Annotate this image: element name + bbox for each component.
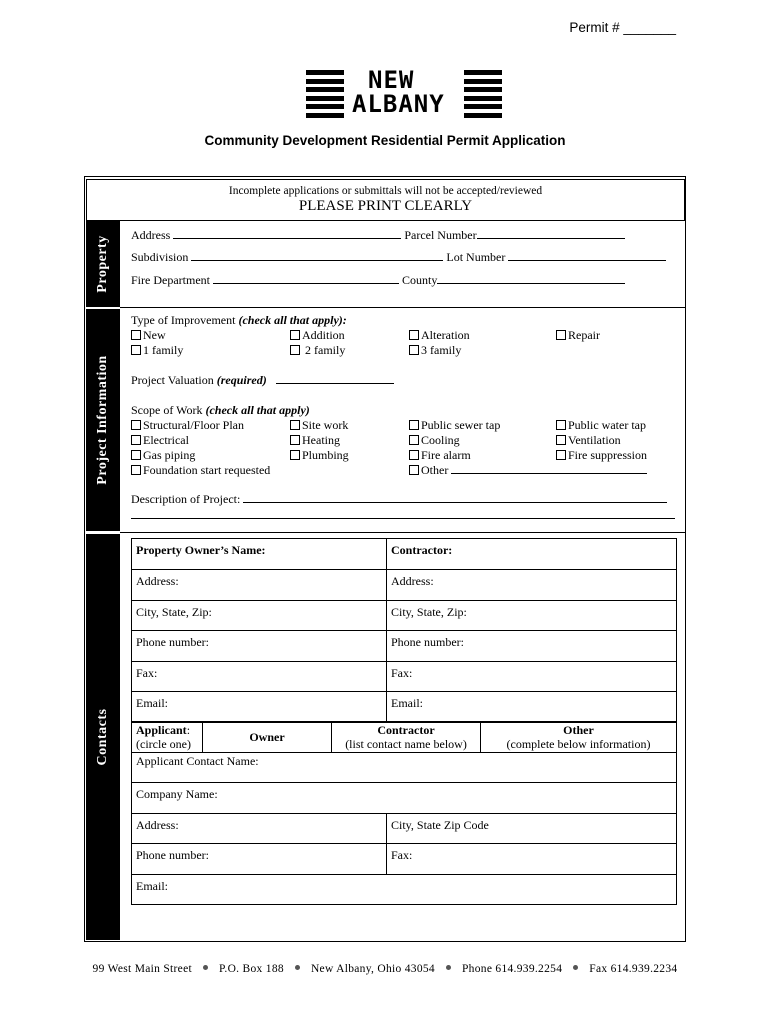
owner-phone-cell[interactable]: Phone number: — [132, 631, 387, 662]
checkbox-fire-alarm[interactable] — [409, 448, 471, 463]
parcel-line[interactable] — [477, 228, 625, 239]
checkbox-icon — [131, 420, 141, 430]
notice-line-2: PLEASE PRINT CLEARLY — [298, 198, 473, 214]
applicant-table — [131, 721, 677, 753]
checkbox-icon — [409, 330, 419, 340]
sidebar-property-label: Property — [95, 235, 110, 293]
type-label: Type of Improvement — [131, 313, 236, 327]
checkbox-2-family[interactable] — [290, 343, 345, 358]
checkbox-icon — [409, 345, 419, 355]
checkbox-label: Electrical — [143, 433, 189, 447]
checkbox-icon — [290, 420, 300, 430]
checkbox-new[interactable] — [131, 328, 166, 343]
footer-po-box: P.O. Box 188 — [218, 963, 284, 975]
checkbox-label: Other — [421, 463, 449, 477]
checkbox-fire-suppression[interactable] — [556, 448, 647, 463]
type-of-improvement-heading — [131, 313, 347, 328]
divider-project — [120, 532, 685, 533]
logo-word-albany: ALBANY — [352, 90, 445, 118]
checkbox-label: Cooling — [421, 433, 460, 447]
checkbox-label: Fire suppression — [568, 448, 647, 462]
notice-box — [86, 179, 685, 221]
checkbox-icon — [290, 435, 300, 445]
footer-street: 99 West Main Street — [92, 963, 192, 975]
owner-fax-cell[interactable]: Fax: — [132, 662, 387, 692]
applicant-contact-name-cell[interactable]: Applicant Contact Name: — [132, 753, 677, 783]
checkbox-icon — [409, 435, 419, 445]
checkbox-icon — [409, 465, 419, 475]
owner-city-cell[interactable]: City, State, Zip: — [132, 601, 387, 631]
checkbox-icon — [556, 420, 566, 430]
contractor-option-note: (list contact name below) — [345, 737, 467, 751]
lot-label: Lot Number — [446, 250, 506, 264]
bullet-icon — [203, 965, 208, 970]
checkbox-public-sewer[interactable] — [409, 418, 500, 433]
sidebar-project — [86, 309, 120, 531]
checkbox-label: 1 family — [143, 343, 184, 357]
applicant-option-owner[interactable]: Owner — [203, 722, 332, 753]
applicant-phone-cell[interactable]: Phone number: — [132, 844, 387, 875]
sidebar-property — [86, 221, 120, 307]
checkbox-label: Ventilation — [568, 433, 621, 447]
form-title: Community Development Residential Permit Application — [204, 133, 566, 148]
footer-phone: Phone 614.939.2254 — [461, 963, 563, 975]
checkbox-label: Fire alarm — [421, 448, 471, 462]
checkbox-label: 2 family — [302, 343, 346, 357]
checkbox-icon — [290, 330, 300, 340]
owner-address-cell[interactable]: Address: — [132, 570, 387, 601]
checkbox-icon — [131, 465, 141, 475]
checkbox-cooling[interactable] — [409, 433, 460, 448]
checkbox-heating[interactable] — [290, 433, 340, 448]
applicant-option-contractor[interactable] — [332, 722, 481, 753]
checkbox-foundation[interactable] — [131, 463, 270, 478]
other-option-label: Other — [563, 723, 594, 737]
checkbox-1-family[interactable] — [131, 343, 183, 358]
lot-line[interactable] — [508, 250, 666, 261]
description-label: Description of Project: — [131, 492, 241, 506]
project-valuation-field[interactable] — [131, 373, 394, 388]
address-label: Address — [131, 228, 171, 242]
checkbox-label: Alteration — [421, 328, 470, 342]
bullet-icon — [295, 965, 300, 970]
checkbox-label: Addition — [302, 328, 345, 342]
scope-label: Scope of Work — [131, 403, 203, 417]
fire-department-field[interactable] — [131, 273, 625, 288]
checkbox-label: Foundation start requested — [143, 463, 271, 477]
valuation-label: Project Valuation — [131, 373, 214, 387]
divider-property — [120, 307, 685, 308]
checkbox-icon — [131, 345, 141, 355]
contractor-address-cell[interactable]: Address: — [387, 570, 677, 601]
checkbox-icon — [409, 420, 419, 430]
checkbox-public-water[interactable] — [556, 418, 646, 433]
other-option-note: (complete below information) — [506, 737, 651, 751]
checkbox-label: Heating — [302, 433, 340, 447]
owner-name-cell[interactable]: Property Owner’s Name: — [132, 539, 387, 570]
checkbox-label: Repair — [568, 328, 600, 342]
checkbox-icon — [131, 435, 141, 445]
valuation-line[interactable] — [276, 373, 394, 384]
contractor-phone-cell[interactable]: Phone number: — [387, 631, 677, 662]
checkbox-icon — [290, 450, 300, 460]
checkbox-label: Site work — [302, 418, 349, 432]
checkbox-site-work[interactable] — [290, 418, 348, 433]
footer — [0, 963, 770, 975]
contractor-email-cell[interactable]: Email: — [387, 692, 677, 723]
checkbox-other[interactable] — [409, 463, 647, 478]
checkbox-repair[interactable] — [556, 328, 600, 343]
company-name-cell[interactable]: Company Name: — [132, 783, 677, 814]
checkbox-icon — [556, 435, 566, 445]
address-line[interactable] — [173, 228, 401, 239]
description-field[interactable] — [131, 492, 667, 507]
checkbox-structural[interactable] — [131, 418, 244, 433]
applicant-fax-cell[interactable]: Fax: — [387, 844, 677, 875]
checkbox-label: Structural/Floor Plan — [143, 418, 244, 432]
checkbox-label: Plumbing — [302, 448, 349, 462]
fire-label: Fire Department — [131, 273, 210, 287]
checkbox-label: New — [143, 328, 166, 342]
checkbox-label: Public sewer tap — [421, 418, 501, 432]
other-line[interactable] — [451, 463, 647, 474]
checkbox-icon — [556, 330, 566, 340]
logo-word-new: NEW — [368, 66, 415, 94]
applicant-address-cell[interactable]: Address: — [132, 814, 387, 844]
owner-contractor-table — [131, 538, 677, 723]
subdivision-label: Subdivision — [131, 250, 189, 264]
parcel-label: Parcel Number — [404, 228, 477, 242]
checkbox-label: Gas piping — [143, 448, 196, 462]
county-line[interactable] — [437, 273, 625, 284]
logo-bars-left-icon — [306, 70, 344, 121]
checkbox-icon — [556, 450, 566, 460]
description-line-2[interactable] — [131, 518, 675, 519]
contractor-cell[interactable]: Contractor: — [387, 539, 677, 570]
notice-line-1: Incomplete applications or submittals will not be accepted/reviewed — [228, 185, 543, 197]
checkbox-electrical[interactable] — [131, 433, 189, 448]
contractor-fax-cell[interactable]: Fax: — [387, 662, 677, 692]
address-field[interactable] — [131, 228, 625, 243]
checkbox-ventilation[interactable] — [556, 433, 621, 448]
contractor-city-cell[interactable]: City, State, Zip: — [387, 601, 677, 631]
checkbox-plumbing[interactable] — [290, 448, 349, 463]
permit-number-label: Permit # _______ — [569, 20, 676, 35]
checkbox-icon — [131, 330, 141, 340]
applicant-option-other[interactable] — [481, 722, 677, 753]
contractor-option-label: Contractor — [377, 723, 435, 737]
county-label: County — [401, 273, 438, 287]
applicant-contact-table — [131, 752, 677, 905]
applicant-email-cell[interactable]: Email: — [132, 875, 677, 905]
owner-email-cell[interactable]: Email: — [132, 692, 387, 723]
applicant-cell: Applicant: (circle one) — [132, 722, 203, 753]
subdivision-field[interactable] — [131, 250, 666, 265]
checkbox-icon — [409, 450, 419, 460]
type-note: (check all that apply): — [238, 313, 347, 327]
subdivision-line[interactable] — [191, 250, 443, 261]
sidebar-contacts — [86, 534, 120, 940]
sidebar-project-label: Project Information — [95, 355, 110, 485]
new-albany-logo — [306, 68, 502, 118]
sidebar-contacts-label: Contacts — [95, 708, 110, 766]
scope-note: (check all that apply) — [205, 403, 310, 417]
checkbox-addition[interactable] — [290, 328, 345, 343]
checkbox-label: 3 family — [421, 343, 462, 357]
scope-of-work-heading — [131, 403, 310, 418]
checkbox-alteration[interactable] — [409, 328, 470, 343]
checkbox-3-family[interactable] — [409, 343, 461, 358]
logo-bars-right-icon — [464, 70, 502, 121]
checkbox-icon — [131, 450, 141, 460]
description-line-1[interactable] — [243, 492, 667, 503]
checkbox-gas-piping[interactable] — [131, 448, 195, 463]
applicant-city-cell[interactable]: City, State Zip Code — [387, 814, 677, 844]
checkbox-label: Public water tap — [568, 418, 646, 432]
checkbox-icon — [290, 345, 300, 355]
applicant-label: Applicant — [136, 723, 187, 737]
footer-city: New Albany, Ohio 43054 — [310, 963, 435, 975]
fire-line[interactable] — [213, 273, 399, 284]
bullet-icon — [446, 965, 451, 970]
valuation-note: (required) — [216, 373, 267, 387]
bullet-icon — [573, 965, 578, 970]
circle-one-label: (circle one) — [136, 737, 191, 751]
footer-fax: Fax 614.939.2234 — [589, 963, 678, 975]
